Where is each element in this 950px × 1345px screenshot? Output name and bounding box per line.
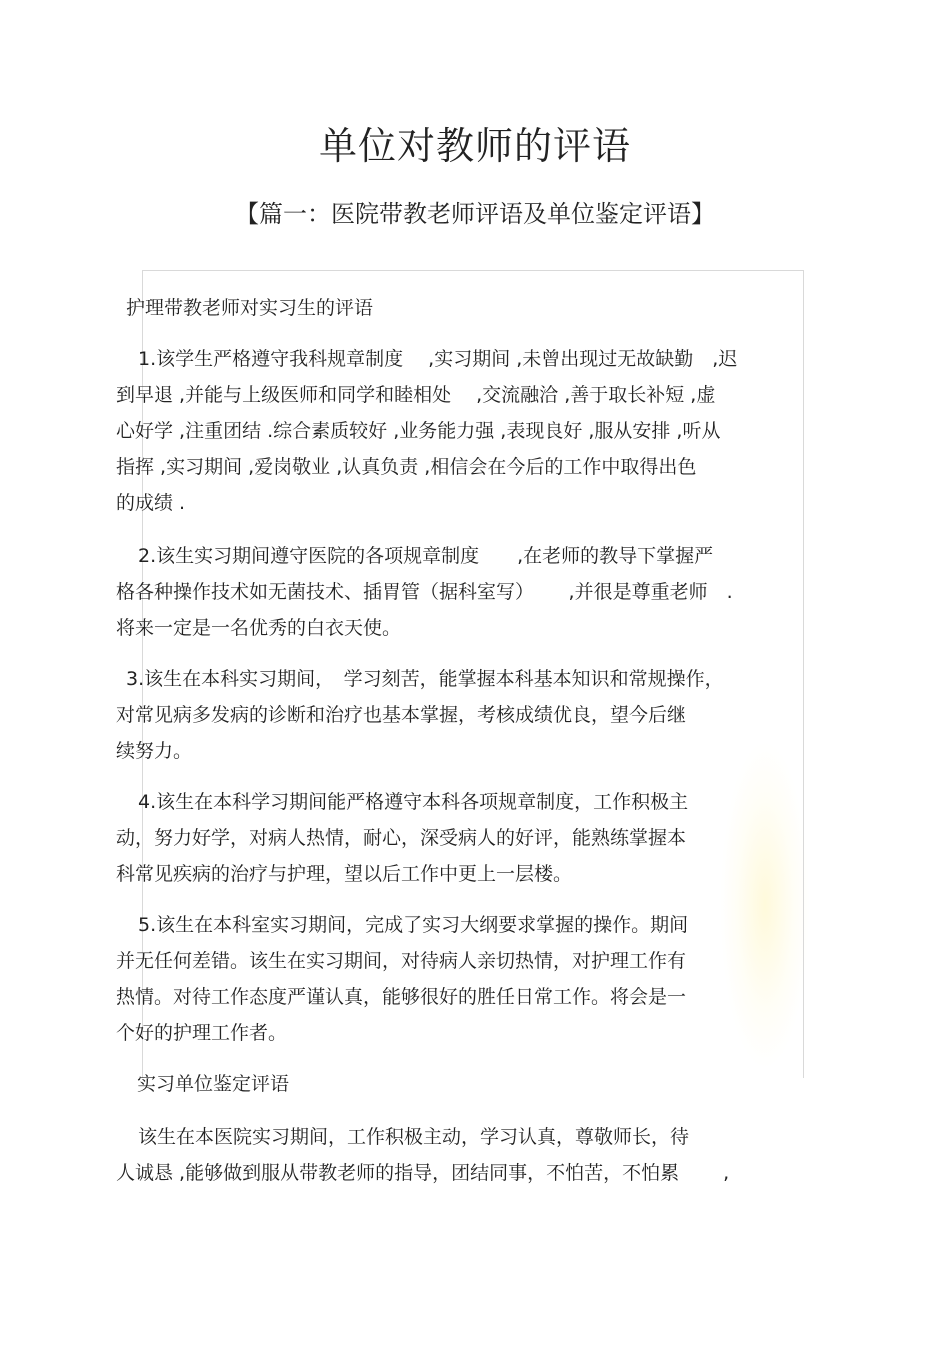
comment-paragraph-3 xyxy=(116,661,828,769)
document-subtitle: 【篇一：医院带教老师评语及单位鉴定评语】 xyxy=(235,200,715,228)
paragraph-line: 科常见疾病的治疗与护理，望以后工作中更上一层楼。 xyxy=(116,863,573,885)
comment-paragraph-1 xyxy=(116,341,828,521)
paragraph-line: 到早退 ,并能与上级医师和同学和睦相处 ,交流融洽 ,善于取长补短 ,虚 xyxy=(116,384,716,406)
paragraph-line: 该生在本医院实习期间，工作积极主动，学习认真，尊敬师长，待 xyxy=(138,1126,690,1148)
paragraph-line: 1.该学生严格遵守我科规章制度 ,实习期间 ,未曾出现过无故缺勤 ,迟 xyxy=(138,348,738,370)
paragraph-line: 指挥 ,实习期间 ,爱岗敬业 ,认真负责 ,相信会在今后的工作中取得出色 xyxy=(116,456,697,478)
section-heading-teacher-comments: 护理带教老师对实习生的评语 xyxy=(126,297,374,319)
paragraph-line: 心好学 ,注重团结 .综合素质较好 ,业务能力强 ,表现良好 ,服从安排 ,听从 xyxy=(116,420,721,442)
paragraph-line: 人诚恳 ,能够做到服从带教老师的指导，团结同事，不怕苦，不怕累 , xyxy=(116,1162,730,1184)
comment-paragraph-5 xyxy=(116,907,828,1051)
paragraph-line: 将来一定是一名优秀的白衣天使。 xyxy=(116,617,402,639)
paragraph-line: 动，努力好学，对病人热情，耐心，深受病人的好评，能熟练掌握本 xyxy=(116,827,687,849)
paragraph-line: 并无任何差错。该生在实习期间，对待病人亲切热情，对护理工作有 xyxy=(116,950,687,972)
paragraph-line: 续努力。 xyxy=(116,740,193,762)
comment-paragraph-2 xyxy=(116,538,828,646)
paragraph-line: 3.该生在本科实习期间， 学习刻苦，能掌握本科基本知识和常规操作， xyxy=(126,668,724,690)
paragraph-line: 的成绩 . xyxy=(116,492,186,514)
paragraph-line: 热情。对待工作态度严谨认真，能够很好的胜任日常工作。将会是一 xyxy=(116,986,687,1008)
frame-border-top xyxy=(142,270,804,271)
paragraph-line: 4.该生在本科学习期间能严格遵守本科各项规章制度，工作积极主 xyxy=(138,791,689,813)
comment-paragraph-4 xyxy=(116,784,828,892)
paragraph-line: 5.该生在本科室实习期间，完成了实习大纲要求掌握的操作。期间 xyxy=(138,914,689,936)
appraisal-paragraph xyxy=(116,1119,828,1191)
paragraph-line: 格各种操作技术如无菌技术、插胃管（据科室写） ,并很是尊重老师 . xyxy=(116,581,733,603)
paragraph-line: 对常见病多发病的诊断和治疗也基本掌握，考核成绩优良，望今后继 xyxy=(116,704,687,726)
section-heading-unit-appraisal: 实习单位鉴定评语 xyxy=(137,1073,290,1095)
document-title: 单位对教师的评语 xyxy=(318,124,631,168)
paragraph-line: 个好的护理工作者。 xyxy=(116,1022,288,1044)
paragraph-line: 2.该生实习期间遵守医院的各项规章制度 ,在老师的教导下掌握严 xyxy=(138,545,714,567)
